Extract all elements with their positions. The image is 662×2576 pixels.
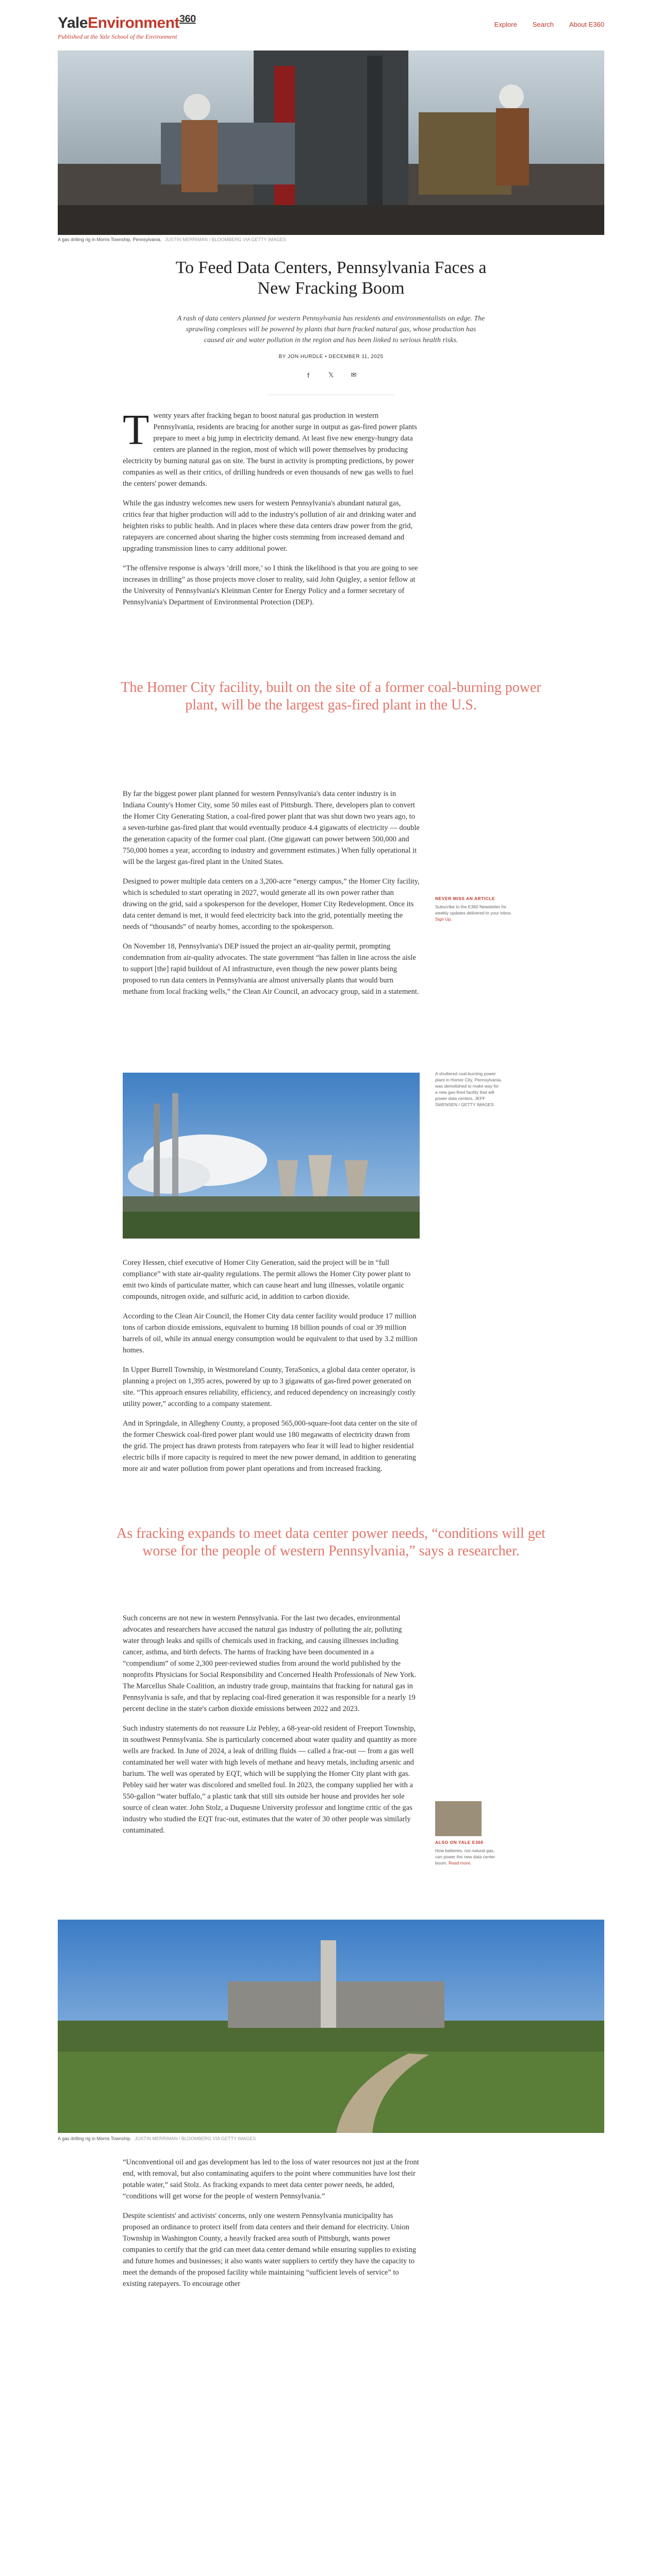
related-text [435, 1848, 502, 1866]
pull-quote-2: As fracking expands to meet data center power needs, “conditions will get worse for the people of western Pennsylvania,” says a researcher. [117, 1526, 545, 1559]
image-3-caption [58, 2136, 256, 2141]
newsletter-sidebar [435, 895, 512, 922]
article-body-part-2 [123, 788, 420, 1006]
logo-yale: Yale [58, 14, 88, 31]
hero-image [58, 50, 604, 235]
article-header [161, 258, 501, 379]
paragraph-14: Despite scientists' and activists' concerns, only one western Pennsylvania municipality has proposed an ordinance to protect itself from data centers and their demand for electricity. Union Township in Washington County, a heavily fracked area south of Pittsburgh, wants power companies to certify that the grid can meet data center demand while ensuring supplies to existing and future homes and businesses; it also wants water suppliers to certify they have the capacity to meet the demands of the proposed facility while maintaining “sufficient levels of service” to existing ratepayers. To encourage other [123, 2212, 416, 2288]
power-plant-illustration [123, 1073, 420, 1239]
hero-caption-text: A gas drilling rig in Morris Township, Pennsylvania. [58, 237, 162, 242]
email-icon[interactable]: ✉ [351, 371, 357, 379]
related-copy: How batteries, not natural gas, can power the new data center boom. [435, 1848, 495, 1866]
paragraph-13: “Unconventional oil and gas development has led to the loss of water resources not just at the front end, with removal, but also contaminating aquifers to the point where communities have lost their potable water,” said Stolz. As fracking expands to meet data center power needs, he added, “conditions will get worse for the people of western Pennsylvania.” [123, 2158, 419, 2200]
logo-360: 360 [179, 13, 196, 25]
nav-search[interactable]: Search [532, 21, 554, 28]
logo-environment: Environment [88, 14, 179, 31]
site-header [0, 0, 662, 49]
article-body-part-5 [123, 2157, 420, 2298]
related-thumbnail[interactable] [435, 1801, 482, 1836]
paragraph-9: In Upper Burrell Township, in Westmoreland County, TeraSonics, a global data center operator, is planning a project on 1,395 acres, powered by up to 3 gigawatts of gas-fired power generated on site. “This approach ensures reliability, efficiency, and reduced dependency on increasingly costly utility power,” according to a company statement. [123, 1366, 416, 1408]
paragraph-12: Such industry statements do not reassure Liz Pebley, a 68-year-old resident of Freeport Township, in southwest Pennsylvania. She is particularly concerned about water quality and quantity as more wells are fracked. In June of 2024, a leak of drilling fluids — called a frac-out — from a gas well contaminated her well water with high levels of methane and heavy metals, including arsenic and barium. The well was operated by EQT, which will be supplying the Homer City plant with gas. Pebley said her water was discolored and smelled foul. In 2023, the company supplied her with a 550-gallon “water buffalo,” a plastic tank that still sits outside her house and provides her sole source of clean water. John Stolz, a Duquesne University professor and longtime critic of the gas industry who studied the EQT frac-out, estimates that the water of 30 other people was similarly contaminated. [123, 1724, 417, 1835]
newsletter-copy: Subscribe to the E360 Newsletter for weekly updates delivered to your inbox. [435, 904, 512, 916]
paragraph-1 [123, 406, 420, 489]
article-body-part-4 [123, 1613, 420, 1844]
image-2-caption [435, 1071, 502, 1108]
pull-quote-1: The Homer City facility, built on the site of a former coal-burning power plant, will be the largest gas-fired plant in the U.S. [121, 680, 541, 713]
inline-image-power-plant [123, 1073, 420, 1239]
paragraph-2: While the gas industry welcomes new users for western Pennsylvania's abundant natural gas, critics fear that higher production will add to the industry's pollution of air and drinking water and heighten risks to public health. And in places where these data centers draw power from the grid, ratepayers are concerned about sharing the higher costs stemming from increased demand and upgrading transmission lines to carry additional power. [123, 499, 416, 553]
related-sidebar [435, 1801, 502, 1866]
image-2-credit: JEFF SWENSEN / GETTY IMAGES [435, 1096, 494, 1107]
paragraph-6: On November 18, Pennsylvania's DEP issued the project an air-quality permit, prompting condemnation from air-quality advocates. The state government “has fallen in line across the aisle to support [the] rapid buildout of AI infrastructure, even though the new power plants being proposed to run data centers in Pennsylvania are almost universally plants that would burn methane from local fracking wells,” the Clean Air Council, an advocacy group, said in a statement. [123, 942, 419, 996]
hero-caption [58, 237, 286, 242]
newsletter-label: NEVER MISS AN ARTICLE [435, 896, 495, 901]
image-2-caption-text: A shuttered coal-burning power plant in Homer City, Pennsylvania, was demolished to make way for a new gas-fired facility that will power data centers. [435, 1071, 502, 1101]
paragraph-10: And in Springdale, in Allegheny County, a proposed 565,000-square-foot data center on the site of the former Cheswick coal-fired power plant would use 180 megawatts of electricity drawn from the grid. The project has drawn protests from ratepayers who fear it will lead to higher residential electric bills if more capacity is required to meet the new power demand, in addition to generating more air and water pollution from power plant operations and from increased fracking. [123, 1419, 418, 1473]
nav-explore[interactable]: Explore [494, 21, 517, 28]
site-tagline: Published at the Yale School of the Environment [58, 33, 177, 40]
related-read-more-link[interactable]: Read more. [449, 1860, 472, 1866]
article-byline: BY JON HURDLE • DECEMBER 11, 2025 [278, 354, 384, 360]
image-3-credit: JUSTIN MERRIMAN / BLOOMBERG VIA GETTY IMAGES [135, 2136, 256, 2141]
paragraph-1-text: wenty years after fracking began to boost natural gas production in western Pennsylvania, residents are bracing for another surge in output as gas-fired power plants prepare to meet a big jump in electricity demand. At least five new energy-hungry data centers are planned in the region, most of which will power themselves by producing electricity by burning natural gas on site. The burst in activity is prompting predictions, by power companies as well as their critics, of drilling hundreds or even thousands of new gas wells to fuel the centers' power demands. [123, 412, 417, 488]
newsletter-text [435, 904, 512, 922]
share-bar [161, 371, 501, 379]
site-logo[interactable] [58, 13, 196, 32]
article-body-part-1 [123, 406, 420, 616]
hero-illustration [58, 50, 604, 235]
paragraph-8: According to the Clean Air Council, the Homer City data center facility would produce 17 million tons of carbon dioxide emissions, equivalent to burning 18 billion pounds of coal or 39 million barrels of oil, while its annual energy consumption would be equivalent to that used by 3.2 million homes. [123, 1312, 418, 1354]
drilling-illustration [58, 1920, 604, 2133]
paragraph-5: Designed to power multiple data centers on a 3,200-acre “energy campus,” the Homer City facility, which is scheduled to start operating in 2027, would generate all its own power rather than drawing on the grid, said a spokesperson for the developer, Homer City Redevelopment. Once its data center demand is met, it would feed electricity back into the grid, potentially meeting the needs of “thousands” of nearby homes, according to the spokesperson. [123, 877, 420, 931]
related-label: ALSO ON YALE E360 [435, 1840, 484, 1845]
twitter-icon[interactable]: 𝕏 [328, 371, 334, 379]
main-nav [494, 21, 604, 28]
paragraph-7: Corey Hessen, chief executive of Homer City Generation, said the project will be in “full compliance” with state air-quality regulations. The permit allows the Homer City power plant to emit two kinds of particulate matter, which can cause heart and lung illnesses, volatile organic compounds, nitrogen oxide, and sulfuric acid, in addition to carbon dioxide. [123, 1259, 411, 1301]
facebook-icon[interactable]: f [307, 371, 309, 379]
article-title: To Feed Data Centers, Pennsylvania Faces a New Fracking Boom [175, 258, 487, 298]
article-body-part-3 [123, 1257, 420, 1483]
paragraph-4: By far the biggest power plant planned for western Pennsylvania's data center industry is in Indiana County's Homer City, some 50 miles east of Pittsburgh. There, developers plan to convert the Homer City Generating Station, a coal-fired power plant that was shut down two years ago, to a seven-turbine gas-fired plant that would eventually produce 4.4 gigawatts of electricity — double the generation capacity of the former coal plant. (One gigawatt can power between 500,000 and 750,000 homes a year, according to industry and government estimates.) When fully operational it will be the largest gas-fired plant in the United States. [123, 790, 420, 866]
inline-image-drilling [58, 1920, 604, 2133]
nav-about[interactable]: About E360 [569, 21, 604, 28]
image-3-caption-text: A gas drilling rig in Morris Township. [58, 2136, 131, 2141]
article-dek: A rash of data centers planned for western Pennsylvania has residents and environmentalists on edge. The sprawling complexes will be powered by plants that burn fracked natural gas, whose production has caused air and water pollution in the region and has been linked to serious health risks. [177, 315, 485, 344]
paragraph-11: Such concerns are not new in western Pennsylvania. For the last two decades, environmental advocates and researchers have accused the natural gas industry of polluting the air, polluting water through leaks and spills of chemicals used in fracking, and causing illnesses including cancer, asthma, and birth defects. The harms of fracking have been documented in a “compendium” of some 2,300 peer-reviewed studies from around the world published by the nonprofits Physicians for Social Responsibility and Concerned Health Professionals of New York. The Marcellus Shale Coalition, an industry trade group, maintains that fracking for natural gas in Pennsylvania is safe, and that by replacing coal-fired generation it was responsible for a nearly 19 percent decline in the state's carbon dioxide emissions between 2022 and 2023. [123, 1614, 417, 1713]
newsletter-signup-link[interactable]: Sign Up. [435, 917, 452, 922]
paragraph-3: “The offensive response is always ‘drill more,’ so I think the likelihood is that you are going to see increases in drilling” as those projects move closer to reality, said John Quigley, a senior fellow at the University of Pennsylvania's Kleinman Center for Energy Policy and a former secretary of Pennsylvania's Department of Environmental Protection (DEP). [123, 564, 418, 606]
hero-credit: JUSTIN MERRIMAN / BLOOMBERG VIA GETTY IMAGES [164, 237, 286, 242]
drop-cap: T [123, 406, 150, 454]
